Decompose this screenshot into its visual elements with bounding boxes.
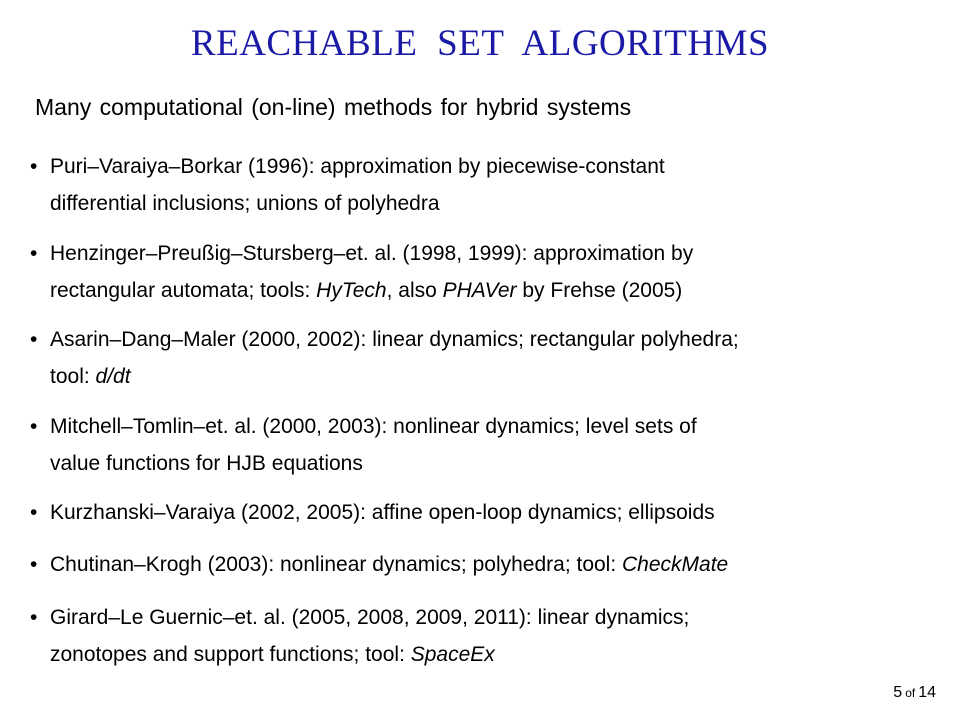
tool-name-spaceex: SpaceEx xyxy=(410,643,495,666)
page-number xyxy=(893,684,936,702)
item-line-1: Mitchell–Tomlin–et. al. (2000, 2003): nonlinear dynamics; level sets of xyxy=(50,415,697,438)
tool-name-ddt: d/dt xyxy=(95,365,131,388)
item-line-1: Chutinan–Krogh (2003): nonlinear dynamics; polyhedra; tool: xyxy=(50,553,623,576)
bullet-icon: • xyxy=(30,415,38,438)
item-text: rectangular automata; tools: xyxy=(50,279,317,302)
page-current: 5 xyxy=(893,684,903,701)
item-line-1: Girard–Le Guernic–et. al. (2005, 2008, 2009, 2011): linear dynamics; xyxy=(50,606,690,629)
item-text: tool: xyxy=(50,365,96,388)
bullet-item-puri xyxy=(30,148,940,222)
item-line-2 xyxy=(30,272,940,309)
item-line-2: differential inclusions; unions of polyhedra xyxy=(50,192,440,215)
item-line-1: Asarin–Dang–Maler (2000, 2002): linear dynamics; rectangular polyhedra; xyxy=(50,328,739,351)
tool-name-hytech: HyTech xyxy=(316,279,387,302)
item-text: by Frehse (2005) xyxy=(516,279,683,302)
bullet-item-kurzhanski xyxy=(30,494,940,531)
bullet-icon: • xyxy=(30,328,38,351)
tool-name-checkmate: CheckMate xyxy=(622,553,729,576)
item-text: , also xyxy=(386,279,443,302)
bullet-icon: • xyxy=(30,242,38,265)
bullet-item-mitchell xyxy=(30,408,940,482)
item-line-2 xyxy=(30,358,940,395)
bullet-item-henzinger xyxy=(30,235,940,309)
tool-name-phaver: PHAVer xyxy=(442,279,517,302)
bullet-item-asarin xyxy=(30,321,940,395)
bullet-icon: • xyxy=(30,155,38,178)
item-line-1: Kurzhanski–Varaiya (2002, 2005): affine open-loop dynamics; ellipsoids xyxy=(50,501,715,524)
bullet-icon: • xyxy=(30,501,38,524)
item-line-2: value functions for HJB equations xyxy=(50,452,363,475)
slide-subtitle: Many computational (on-line) methods for hybrid systems xyxy=(35,94,632,120)
item-text: zonotopes and support functions; tool: xyxy=(50,643,411,666)
page-of-label: of xyxy=(905,686,916,700)
item-line-2 xyxy=(30,636,940,673)
bullet-icon: • xyxy=(30,553,38,576)
bullet-icon: • xyxy=(30,606,38,629)
slide-title: REACHABLE SET ALGORITHMS xyxy=(190,23,770,64)
item-line-1: Puri–Varaiya–Borkar (1996): approximation by piecewise-constant xyxy=(50,155,665,178)
bullet-item-chutinan xyxy=(30,546,940,583)
page-total: 14 xyxy=(918,684,936,701)
bullet-item-girard xyxy=(30,599,940,673)
item-line-1: Henzinger–Preußig–Stursberg–et. al. (1998, 1999): approximation by xyxy=(50,242,694,265)
